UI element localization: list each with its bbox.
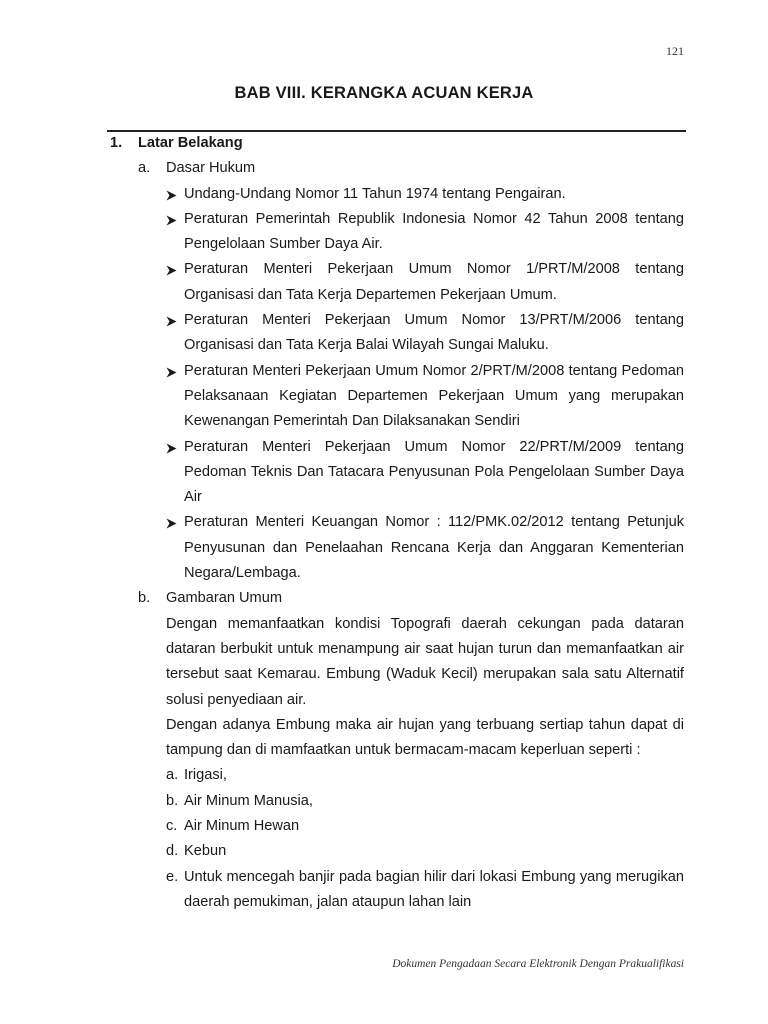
list-item [0,435,768,511]
list-item-text: Untuk mencegah banjir pada bagian hilir dari lokasi Embung yang merugikan daerah pemukiman, jalan ataupun lahan lain [184,868,684,910]
list-item [0,308,768,359]
arrowhead-bullet-icon [166,207,182,232]
document-body [0,131,768,915]
list-item [0,814,768,839]
subsection-letter: b. [138,590,151,607]
list-item-text: Kebun [184,843,227,860]
list-item [0,359,768,435]
legal-basis-list [0,182,768,587]
overview-paragraph: Dengan adanya Embung maka air hujan yang terbuang sertiap tahun dapat di tampung dan di mamfaatkan untuk bermacam-macam keperluan seperti : [166,716,684,759]
uses-list [0,763,768,915]
list-item-text: Air Minum Hewan [184,818,300,835]
overview-paragraph: Dengan memanfaatkan kondisi Topografi daerah cekungan pada dataran dataran berbukit untuk menampung air saat hujan turun dan memanfaatkan air tersebut saat Kemarau. Embung (Waduk Kecil) merupakan sala satu Alternatif solusi penyediaan air. [166,615,684,708]
legal-basis-text: Peraturan Menteri Keuangan Nomor : 112/PMK.02/2012 tentang Petunjuk Penyusunan dan Penelaahan Rencana Kerja dan Anggaran Kementerian Negara/Lembaga. [184,514,684,582]
list-item-letter: b. [166,792,179,809]
list-item-letter: a. [166,767,179,784]
chapter-title: BAB VIII. KERANGKA ACUAN KERJA [234,84,534,102]
section-title: Latar Belakang [138,135,243,151]
list-item-letter: d. [166,843,179,860]
subsection-dasar-hukum [0,156,768,181]
arrowhead-bullet-icon [166,257,182,282]
list-item [0,839,768,864]
arrowhead-bullet-icon [166,435,182,460]
legal-basis-text: Undang-Undang Nomor 11 Tahun 1974 tentang Pengairan. [184,185,566,202]
list-item [0,763,768,788]
list-item [0,789,768,814]
arrowhead-bullet-icon [166,359,182,384]
list-item [0,182,768,207]
section-heading [0,131,768,156]
section-number: 1. [110,135,123,151]
list-item-text: Irigasi, [184,767,227,784]
list-item-text: Air Minum Manusia, [184,792,313,809]
subsection-letter: a. [138,160,151,177]
arrowhead-bullet-icon [166,308,182,333]
subsection-title: Gambaran Umum [166,590,282,607]
footer-note: Dokumen Pengadaan Secara Elektronik Dengan Prakualifikasi [392,958,684,970]
subsection-title: Dasar Hukum [166,160,256,177]
legal-basis-text: Peraturan Menteri Pekerjaan Umum Nomor 2/PRT/M/2008 tentang Pedoman Pelaksanaan Kegiatan Departemen Pekerjaan Umum yang merupakan Kewenangan Pemerintah Dan Dilaksanakan Sendiri [184,362,684,430]
legal-basis-text: Peraturan Menteri Pekerjaan Umum Nomor 22/PRT/M/2009 tentang Pedoman Teknis Dan Tatacara Penyusunan Pola Pengelolaan Sumber Daya Air [184,438,684,506]
page-number: 121 [666,44,684,58]
list-item [0,510,768,586]
legal-basis-text: Peraturan Menteri Pekerjaan Umum Nomor 1/PRT/M/2008 tentang Organisasi dan Tata Kerja Departemen Pekerjaan Umum. [184,261,684,303]
subsection-gambaran-umum [0,586,768,611]
arrowhead-bullet-icon [166,182,182,207]
legal-basis-text: Peraturan Menteri Pekerjaan Umum Nomor 13/PRT/M/2006 tentang Organisasi dan Tata Kerja Balai Wilayah Sungai Maluku. [184,312,684,354]
arrowhead-bullet-icon [166,510,182,535]
list-item-letter: c. [166,818,178,835]
legal-basis-text: Peraturan Pemerintah Republik Indonesia Nomor 42 Tahun 2008 tentang Pengelolaan Sumber Daya Air. [184,210,684,253]
list-item [0,865,768,916]
list-item [0,207,768,258]
list-item-letter: e. [166,868,179,885]
list-item [0,257,768,308]
